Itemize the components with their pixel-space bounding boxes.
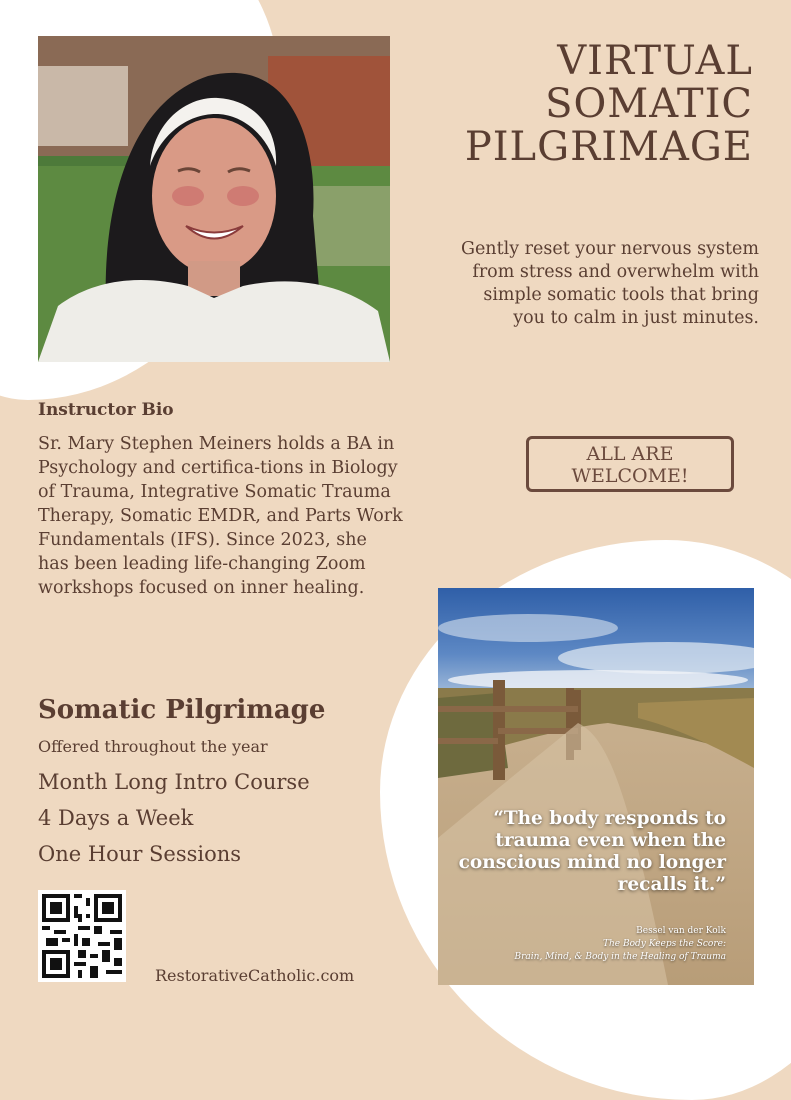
program-detail-session-length: One Hour Sessions	[38, 842, 242, 866]
quote-text: “The body responds to trauma even when the conscious mind no longer recalls it.”	[458, 808, 726, 895]
page-title: VIRTUAL SOMATIC PILGRIMAGE	[464, 38, 753, 170]
program-detail-duration: Month Long Intro Course	[38, 770, 310, 794]
quote-book-subtitle: Brain, Mind, & Body in the Healing of Trauma	[514, 952, 726, 962]
quote-book-title: The Body Keeps the Score:	[603, 939, 726, 949]
bio-text: Sr. Mary Stephen Meiners holds a BA in Psychology and certifica-tions in Biology of Trauma, Integrative Somatic Trauma Therapy, Somatic EMDR, and Parts Work Fundamentals (IFS). Since 2023, she has been leading life-changing Zoom workshops focused on inner healing.	[38, 434, 403, 598]
all-welcome-button[interactable]: ALL ARE WELCOME!	[526, 436, 734, 492]
quote-card	[438, 588, 754, 985]
bio-heading: Instructor Bio	[38, 400, 174, 420]
qr-code-icon[interactable]	[38, 890, 126, 982]
program-subtitle: Offered throughout the year	[38, 737, 268, 756]
program-detail-frequency: 4 Days a Week	[38, 806, 194, 830]
tagline: Gently reset your nervous system from stress and overwhelm with simple somatic tools that bring you to calm in just minutes.	[460, 239, 759, 328]
quote-author: Bessel van der Kolk	[636, 926, 726, 936]
program-title: Somatic Pilgrimage	[38, 695, 326, 725]
website-link[interactable]: RestorativeCatholic.com	[155, 966, 355, 985]
instructor-photo	[38, 36, 390, 362]
